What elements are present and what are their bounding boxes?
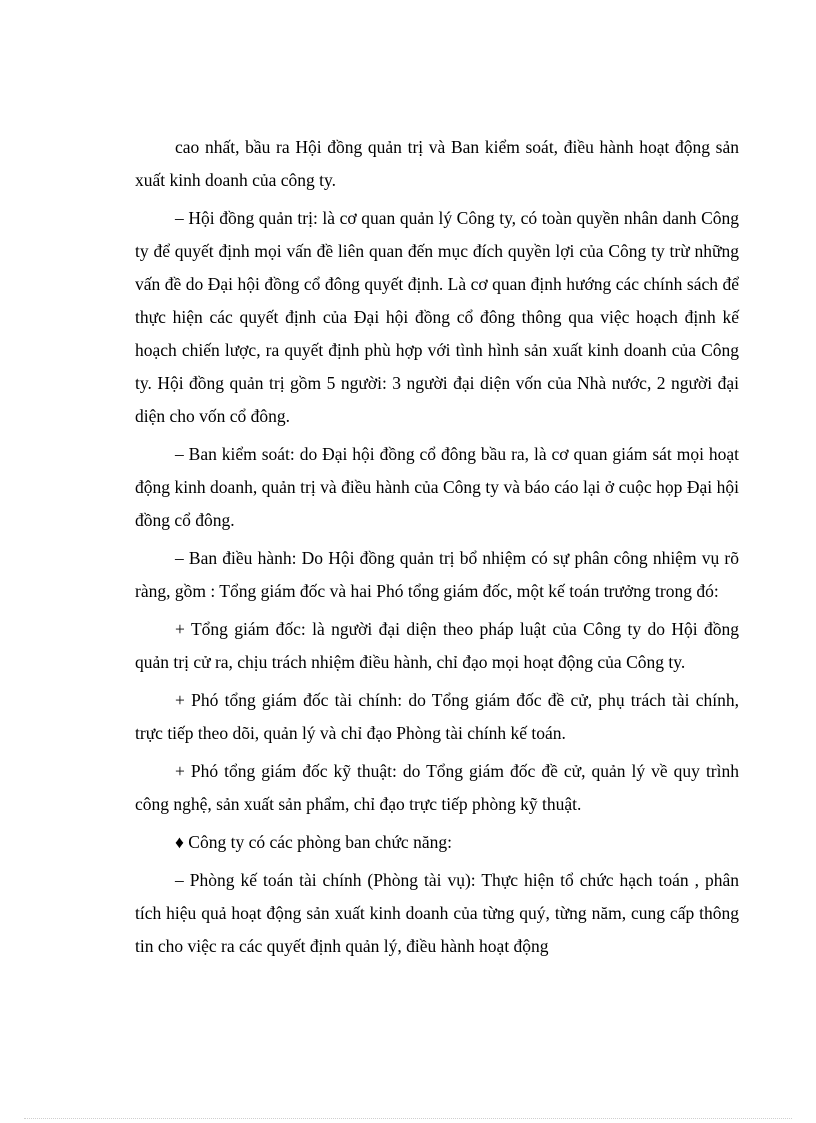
paragraph-executive-board: – Ban điều hành: Do Hội đồng quản trị bổ nhiệm có sự phân công nhiệm vụ rõ ràng, gồm : Tổng giám đốc và hai Phó tổng giám đốc, một kế toán trưởng trong đó: <box>135 548 739 601</box>
document-body <box>135 131 739 963</box>
paragraph-departments-heading: ♦ Công ty có các phòng ban chức năng: <box>175 832 452 852</box>
paragraph-supervisory-board: – Ban kiểm soát: do Đại hội đồng cổ đông bầu ra, là cơ quan giám sát mọi hoạt động kinh doanh, quản trị và điều hành của Công ty và báo cáo lại ở cuộc họp Đại hội đồng cổ đông. <box>135 444 739 530</box>
paragraph-board-of-directors: – Hội đồng quản trị: là cơ quan quản lý Công ty, có toàn quyền nhân danh Công ty để quyết định mọi vấn đề liên quan đến mục đích quyền lợi của Công ty trừ những vấn đề do Đại hội đồng cổ đông quyết định. Là cơ quan định hướng các chính sách để thực hiện các quyết định của Đại hội đồng cổ đông thông qua việc hoạch định kế hoạch chiến lược, ra quyết định phù hợp với tình hình sản xuất kinh doanh của Công ty. Hội đồng quản trị gồm 5 người: 3 người đại diện vốn của Nhà nước, 2 người đại diện cho vốn cổ đông. <box>135 208 739 426</box>
paragraph-intro-continued: cao nhất, bầu ra Hội đồng quản trị và Ban kiểm soát, điều hành hoạt động sản xuất kinh doanh của công ty. <box>135 137 739 190</box>
paragraph-general-director: + Tổng giám đốc: là người đại diện theo pháp luật của Công ty do Hội đồng quản trị cử ra, chịu trách nhiệm điều hành, chỉ đạo mọi hoạt động của Công ty. <box>135 619 739 672</box>
paragraph-deputy-technical: + Phó tổng giám đốc kỹ thuật: do Tổng giám đốc đề cử, quản lý về quy trình công nghệ, sản xuất sản phẩm, chỉ đạo trực tiếp phòng kỹ thuật. <box>135 761 739 814</box>
paragraph-deputy-finance: + Phó tổng giám đốc tài chính: do Tổng giám đốc đề cử, phụ trách tài chính, trực tiếp theo dõi, quản lý và chỉ đạo Phòng tài chính kế toán. <box>135 690 739 743</box>
page-bottom-divider <box>24 1118 792 1119</box>
paragraph-accounting-department: – Phòng kế toán tài chính (Phòng tài vụ): Thực hiện tổ chức hạch toán , phân tích hiệu quả hoạt động sản xuất kinh doanh của từng quý, từng năm, cung cấp thông tin cho việc ra các quyết định quản lý, điều hành hoạt động <box>135 870 739 956</box>
